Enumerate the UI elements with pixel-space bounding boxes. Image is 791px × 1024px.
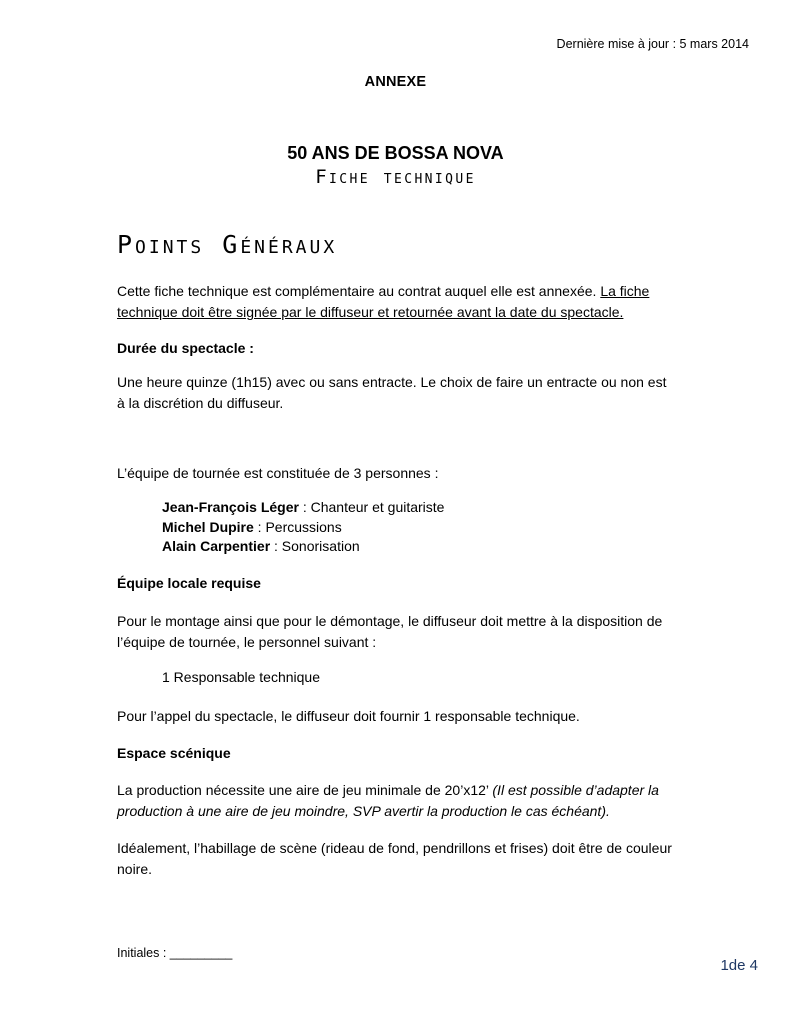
local-crew-heading: Équipe locale requise: [117, 575, 261, 591]
duration-text: Une heure quinze (1h15) avec ou sans entracte. Le choix de faire un entracte ou non est à la discrétion du diffuseur.: [117, 374, 667, 411]
local-crew-item: 1 Responsable technique: [162, 669, 321, 685]
show-title: 50 ANS DE BOSSA NOVA: [287, 143, 504, 163]
section-title: Points Généraux: [117, 230, 338, 259]
crew-role: : Chanteur et guitariste: [298, 499, 445, 515]
crew-role: : Sonorisation: [270, 538, 360, 554]
last-updated: Dernière mise à jour : 5 mars 2014: [556, 37, 749, 51]
duration-heading: Durée du spectacle :: [117, 340, 254, 356]
local-crew-text: Pour le montage ainsi que pour le démontage, le diffuseur doit mettre à la disposition de l’équipe de tournée, le personnel suivant :: [117, 613, 663, 650]
call-text: Pour l’appel du spectacle, le diffuseur doit fournir 1 responsable technique.: [117, 708, 580, 724]
crew-intro: L’équipe de tournée est constituée de 3 personnes :: [117, 465, 439, 481]
stage-text: La production nécessite une aire de jeu minimale de 20’x12’: [117, 782, 493, 798]
document-subtitle: Fiche technique: [315, 166, 476, 188]
initials-line: Initiales : _________: [117, 946, 233, 960]
stage-heading: Espace scénique: [117, 745, 231, 761]
crew-name: Michel Dupire: [162, 518, 254, 535]
intro-underlined-text: La fiche technique doit être signée par le diffuseur et retournée avant la date du spectacle.: [117, 283, 650, 320]
crew-list: [162, 498, 444, 557]
page-number: 1de 4: [720, 957, 758, 974]
crew-member: [162, 518, 444, 538]
dressing-text: Idéalement, l’habillage de scène (rideau de fond, pendrillons et frises) doit être de couleur noire.: [117, 840, 672, 877]
crew-name: Jean-François Léger: [162, 499, 299, 515]
crew-member: [162, 498, 444, 518]
stage-italic-text: (Il est possible d’adapter la production à une aire de jeu moindre, SVP avertir la production le cas échéant).: [117, 782, 659, 819]
crew-member: [162, 537, 444, 557]
annexe-heading: ANNEXE: [364, 74, 427, 90]
crew-name: Alain Carpentier: [162, 538, 271, 554]
intro-paragraph: [117, 281, 677, 323]
stage-paragraph: [117, 780, 677, 822]
intro-text: Cette fiche technique est complémentaire au contrat auquel elle est annexée.: [117, 283, 601, 299]
crew-role: : Percussions: [253, 518, 342, 535]
